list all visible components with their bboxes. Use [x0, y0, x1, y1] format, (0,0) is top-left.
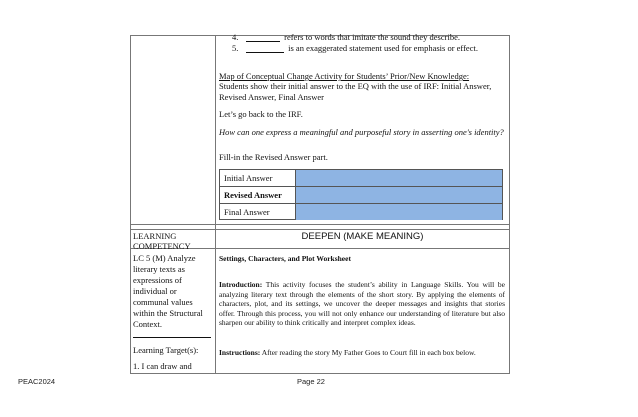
instructions-label: Instructions:: [219, 348, 261, 357]
irf-answer-cell[interactable]: [296, 170, 502, 186]
competency-text: LC 5 (M) Analyze literary texts as expressions of individual or communal values within the Structural Context.: [133, 253, 203, 329]
irf-label: Initial Answer: [220, 170, 296, 186]
irf-label: Final Answer: [220, 204, 296, 220]
map-title: Map of Conceptual Change Activity for Students’ Prior/New Knowledge:: [219, 71, 470, 81]
separator-line: [133, 337, 211, 338]
blank-line: [246, 33, 280, 42]
irf-answer-cell[interactable]: [296, 204, 502, 220]
intro-label: Introduction:: [219, 280, 263, 289]
item-text: is an exaggerated statement used for emphasis or effect.: [288, 43, 478, 53]
irf-table: [219, 169, 503, 220]
deepen-header: DEEPEN (MAKE MEANING): [301, 231, 424, 242]
item-5: [232, 43, 478, 53]
instructions-text: After reading the story My Father Goes to Court fill in each box below.: [260, 348, 476, 357]
blank-line: [246, 44, 284, 53]
instructions-paragraph: [219, 348, 505, 358]
essential-question: How can one express a meaningful and purposeful story in asserting one's identity?: [219, 127, 504, 137]
item-number: 5.: [232, 43, 239, 53]
column-divider: [215, 35, 216, 374]
item-4: [232, 32, 460, 42]
worksheet-title: Settings, Characters, and Plot Worksheet: [219, 254, 351, 263]
fill-in-instruction: Fill-in the Revised Answer part.: [219, 152, 328, 162]
item-text: refers to words that imitate the sound they describe.: [284, 32, 460, 42]
introduction-paragraph: [219, 280, 505, 328]
irf-row-initial: [220, 170, 502, 187]
item-number: 4.: [232, 32, 239, 42]
learning-competency-header: LEARNING COMPETENCY: [133, 231, 191, 251]
map-description: Students show their initial answer to the EQ with the use of IRF: Initial Answer, Revised Answer, Final Answer: [219, 81, 492, 102]
page-number: Page 22: [297, 377, 325, 386]
irf-answer-cell[interactable]: [296, 187, 502, 203]
irf-row-revised: [220, 187, 502, 204]
go-back-text: Let’s go back to the IRF.: [219, 109, 303, 119]
irf-row-final: [220, 204, 502, 221]
learning-target-label: Learning Target(s):: [133, 345, 199, 355]
footer-left: PEAC2024: [18, 377, 56, 386]
row-divider: [130, 224, 510, 225]
intro-text: This activity focuses the student’s ability in Language Skills. You will be analyzing literary text through the elements of the short story. By applying the elements of characters, plot, and its settings, we uncover the deeper messages and insights that stories offer. Through this process, you will not only enhance our understanding of literature but also sharpen our ability to think critically and interpret complex ideas.: [219, 280, 505, 328]
irf-label: Revised Answer: [220, 187, 296, 203]
learning-target-1: 1. I can draw and: [133, 361, 192, 371]
